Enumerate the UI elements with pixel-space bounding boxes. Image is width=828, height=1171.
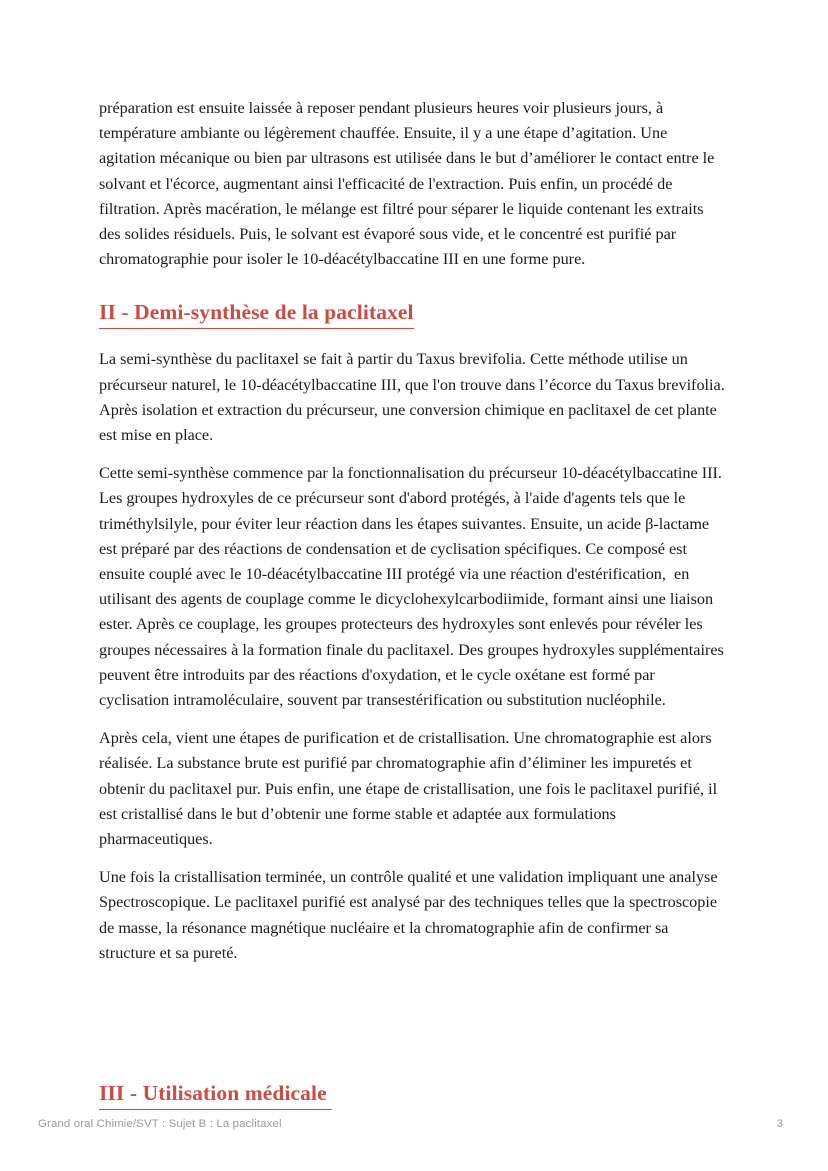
paragraph-semi-synthesis-intro: La semi-synthèse du paclitaxel se fait à partir du Taxus brevifolia. Cette méthode utilise un précurseur naturel, le 10-déacétylbaccatine III, que l'on trouve dans l’écorce du Taxus brevifolia. Après isolation et extraction du précurseur, une conversion chimique en paclitaxel de cet plante est mise en place. <box>99 350 728 445</box>
footer-document-title: Grand oral Chimie/SVT : Sujet B : La paclitaxel <box>38 1118 282 1130</box>
paragraph-functionalisation-steps: Cette semi-synthèse commence par la fonctionnalisation du précurseur 10-déacétylbaccatine III. Les groupes hydroxyles de ce précurseur sont d'abord protégés, à l'aide d'agents tels que le triméthylsilyle, pour éviter leur réaction dans les étapes suivantes. Ensuite, un acide β-lactame est préparé par des réactions de condensation et de cyclisation spécifiques. Ce composé est ensuite couplé avec le 10-déacétylbaccatine III protégé via une réaction d'estérification, en utilisant des agents de couplage comme le dicyclohexylcarbodiimide, formant ainsi une liaison ester. Après ce couplage, les groupes protecteurs des hydroxyles sont enlevés pour révéler les groupes nécessaires à la formation finale du paclitaxel. Des groupes hydroxyles supplémentaires peuvent être introduits par des réactions d'oxydation, et le cycle oxétane est formé par cyclisation intramoléculaire, souvent par transestérification ou substitution nucléophile. <box>99 464 728 710</box>
section-heading-ii: II - Demi-synthèse de la paclitaxel <box>99 298 414 329</box>
footer-page-number: 3 <box>776 1118 783 1130</box>
document-content <box>99 96 728 1110</box>
section-heading-iii: III - Utilisation médicale <box>99 1079 332 1110</box>
page-footer <box>0 1090 828 1171</box>
empty-paragraph-spacer <box>99 979 725 1004</box>
paragraph-quality-control: Une fois la cristallisation terminée, un contrôle qualité et une validation impliquant une analyse Spectroscopique. Le paclitaxel purifié est analysé par des techniques telles que la spectroscopie de masse, la résonance magnétique nucléaire et la chromatographie afin de confirmer sa structure et sa pureté. <box>99 868 722 962</box>
paragraph-purification-crystallisation: Après cela, vient une étapes de purification et de cristallisation. Une chromatographie est alors réalisée. La substance brute est purifié par chromatographie afin d’éliminer les impuretés et obtenir du paclitaxel pur. Puis enfin, une étape de cristallisation, une fois le paclitaxel purifié, il est cristallisé dans le but d’obtenir une forme stable et adaptée aux formulations pharmaceutiques. <box>99 729 722 849</box>
section-heading-ii-block <box>99 298 725 329</box>
paragraph-extraction-process: préparation est ensuite laissée à reposer pendant plusieurs heures voir plusieurs jours, à température ambiante ou légèrement chauffée. Ensuite, il y a une étape d’agitation. Une agitation mécanique ou bien par ultrasons est utilisée dans le but d’améliorer le contact entre le solvant et l'écorce, augmentant ainsi l'efficacité de l'extraction. Puis enfin, un procédé de filtration. Après macération, le mélange est filtré pour séparer le liquide contenant les extraits des solides résiduels. Puis, le solvant est évaporé sous vide, et le concentré est purifié par chromatographie pour isoler le 10-déacétylbaccatine III en une forme pure. <box>99 99 719 269</box>
